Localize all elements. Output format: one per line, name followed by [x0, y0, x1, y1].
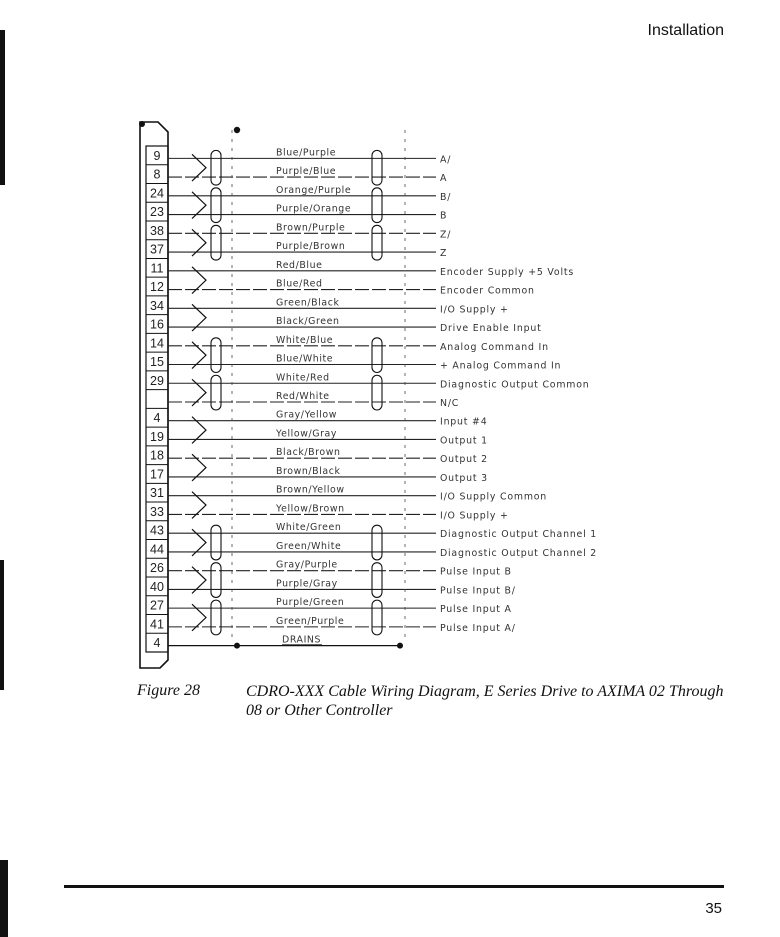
pin-number: 27	[150, 598, 164, 613]
signal-label: Z/	[440, 229, 452, 241]
pin-number: 23	[150, 205, 164, 220]
pin-number: 16	[150, 317, 164, 332]
pin-number: 38	[150, 223, 164, 238]
pin-number: 9	[153, 148, 161, 163]
section-header: Installation	[647, 22, 724, 39]
shield-left	[211, 600, 221, 635]
wire-color-label: Green/Black	[276, 297, 340, 309]
pin-number: 33	[150, 504, 164, 519]
signal-label: + Analog Command In	[440, 360, 562, 372]
signal-label: Output 1	[440, 435, 488, 447]
signal-label: Pulse Input A	[440, 604, 512, 616]
wire-color-label: White/Blue	[276, 334, 334, 346]
pin-number: 19	[150, 429, 164, 444]
wire-color-label: Red/Blue	[276, 259, 323, 271]
pin-number: 11	[150, 261, 164, 276]
pin-number: 29	[150, 373, 164, 388]
signal-label: Encoder Common	[440, 285, 535, 297]
pin-number: 41	[150, 617, 164, 632]
pin-number: 31	[150, 486, 164, 501]
signal-label: I/O Supply +	[440, 510, 509, 522]
signal-label: Pulse Input A/	[440, 622, 516, 634]
signal-label: A/	[440, 154, 452, 166]
shield-left	[211, 338, 221, 373]
shield-right	[372, 525, 382, 560]
pin-number: 34	[150, 298, 164, 313]
drain-label: DRAINS	[282, 634, 322, 646]
pin-number: 4	[153, 636, 161, 651]
shield-left	[211, 563, 221, 598]
signal-label: Encoder Supply +5 Volts	[440, 266, 575, 278]
wire-color-label: Purple/Blue	[276, 166, 337, 178]
binding-edge-mark	[0, 860, 8, 937]
signal-label: I/O Supply Common	[440, 491, 548, 503]
wire-color-label: Yellow/Gray	[276, 428, 338, 440]
shield-right	[372, 338, 382, 373]
page-number: 35	[705, 900, 722, 917]
wire-color-label: Blue/White	[276, 353, 334, 365]
figure-caption: CDRO-XXX Cable Wiring Diagram, E Series Drive to AXIMA 02 Through 08 or Other Controller	[246, 683, 724, 719]
shield-right	[372, 150, 382, 185]
shield-right	[372, 563, 382, 598]
pin-number: 14	[150, 336, 164, 351]
wire-color-label: Blue/Red	[276, 278, 323, 290]
wire-color-label: White/Green	[276, 522, 342, 534]
wire-color-label: Purple/Brown	[276, 241, 346, 253]
pin-number: 37	[150, 242, 164, 257]
pin-number: 44	[150, 542, 164, 557]
signal-label: B	[440, 210, 448, 222]
shield-right	[372, 188, 382, 223]
wire-color-label: Brown/Purple	[276, 222, 346, 234]
pin-number: 17	[150, 467, 164, 482]
drain-dot	[397, 643, 403, 649]
signal-label: B/	[440, 191, 452, 203]
pin-number: 15	[150, 355, 164, 370]
signal-label: Analog Command In	[440, 341, 549, 353]
wire-color-label: Brown/Yellow	[276, 484, 345, 496]
shield-left	[211, 225, 221, 260]
figure-label: Figure 28	[137, 682, 200, 699]
pin-number: 40	[150, 579, 164, 594]
signal-label: Input #4	[440, 416, 488, 428]
wire-color-label: Blue/Purple	[276, 147, 337, 159]
shield-left	[211, 525, 221, 560]
shield-right	[372, 600, 382, 635]
signal-label: Diagnostic Output Channel 2	[440, 547, 598, 559]
wire-color-label: Orange/Purple	[276, 184, 352, 196]
pin-number: 18	[150, 448, 164, 463]
wire-color-label: Purple/Green	[276, 597, 345, 609]
shield-right	[372, 375, 382, 410]
signal-label: Diagnostic Output Channel 1	[440, 529, 598, 541]
shield-left	[211, 188, 221, 223]
signal-label: Pulse Input B	[440, 566, 512, 578]
wire-color-label: Yellow/Brown	[276, 503, 345, 515]
signal-label: I/O Supply +	[440, 304, 509, 316]
signal-label: Pulse Input B/	[440, 585, 516, 597]
wire-color-label: Gray/Purple	[276, 559, 338, 571]
wire-color-label: Green/Purple	[276, 615, 345, 627]
signal-label: A	[440, 173, 448, 185]
footer-rule	[64, 885, 724, 888]
wire-color-label: Green/White	[276, 540, 342, 552]
pin-number: 4	[153, 411, 161, 426]
pin-number: 43	[150, 523, 164, 538]
pin-number: 24	[150, 186, 164, 201]
shield-left	[211, 375, 221, 410]
shield-left	[211, 150, 221, 185]
wire-color-label: Gray/Yellow	[276, 409, 338, 421]
signal-label: Output 3	[440, 472, 488, 484]
signal-label: Drive Enable Input	[440, 323, 542, 335]
shield-right	[372, 225, 382, 260]
wire-color-label: Purple/Orange	[276, 203, 352, 215]
signal-label: Output 2	[440, 454, 488, 466]
signal-label: Z	[440, 248, 448, 260]
wire-color-label: Red/White	[276, 390, 330, 402]
wire-color-label: Purple/Gray	[276, 578, 338, 590]
signal-label: Diagnostic Output Common	[440, 379, 590, 391]
drain-dot	[234, 643, 240, 649]
pin-number: 26	[150, 561, 164, 576]
wire-color-label: White/Red	[276, 372, 330, 384]
pin-number: 8	[153, 167, 161, 182]
wire-color-label: Brown/Black	[276, 465, 341, 477]
signal-label: N/C	[440, 397, 460, 409]
wire-color-label: Black/Green	[276, 316, 340, 328]
pin-number: 12	[150, 280, 164, 295]
wire-color-label: Black/Brown	[276, 447, 341, 459]
